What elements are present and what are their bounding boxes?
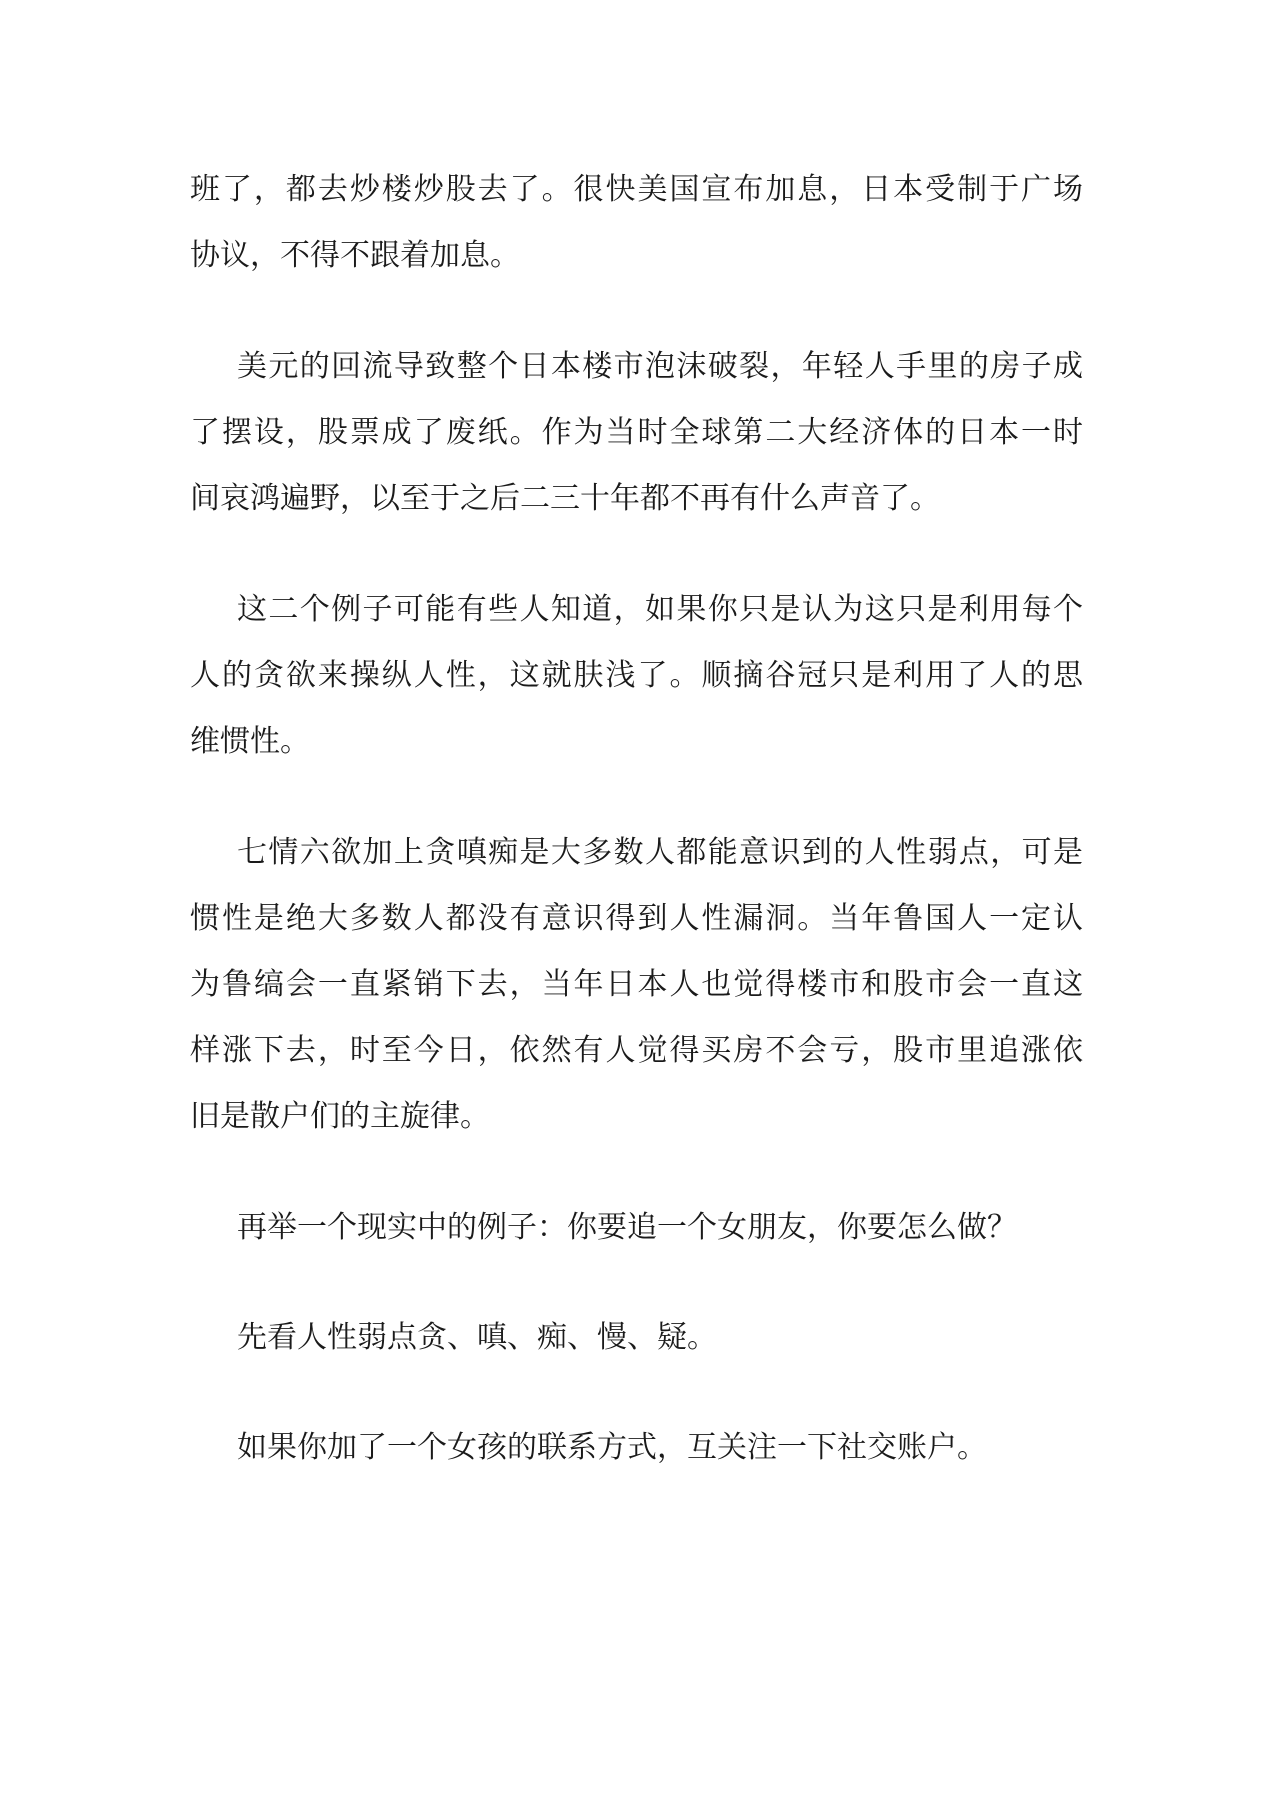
paragraph-6-line-1: 先看人性弱点贪、嗔、痴、慢、疑。 — [237, 1320, 717, 1355]
paragraph-4-line-4: 样涨下去，时至今日，依然有人觉得买房不会亏，股市里追涨依 — [190, 1033, 1083, 1068]
paragraph-3-line-1: 这二个例子可能有些人知道，如果你只是认为这只是利用每个 — [237, 592, 1083, 627]
paragraph-4-line-1: 七情六欲加上贪嗔痴是大多数人都能意识到的人性弱点，可是 — [237, 835, 1083, 870]
paragraph-2-line-2: 了摆设，股票成了废纸。作为当时全球第二大经济体的日本一时 — [190, 415, 1083, 450]
paragraph-1-line-2: 协议，不得不跟着加息。 — [190, 238, 520, 273]
paragraph-4-line-3: 为鲁缟会一直紧销下去，当年日本人也觉得楼市和股市会一直这 — [190, 967, 1083, 1002]
paragraph-5-line-1: 再举一个现实中的例子：你要追一个女朋友，你要怎么做？ — [237, 1210, 1017, 1245]
paragraph-3-line-3: 维惯性。 — [190, 724, 310, 759]
paragraph-7-line-1: 如果你加了一个女孩的联系方式，互关注一下社交账户。 — [237, 1430, 987, 1465]
paragraph-2-line-1: 美元的回流导致整个日本楼市泡沫破裂，年轻人手里的房子成 — [237, 349, 1083, 384]
paragraph-1-line-1: 班了，都去炒楼炒股去了。很快美国宣布加息，日本受制于广场 — [190, 172, 1083, 207]
paragraph-3-line-2: 人的贪欲来操纵人性，这就肤浅了。顺摘谷冠只是利用了人的思 — [190, 658, 1083, 693]
paragraph-2-line-3: 间哀鸿遍野，以至于之后二三十年都不再有什么声音了。 — [190, 481, 940, 516]
paragraph-4-line-5: 旧是散户们的主旋律。 — [190, 1099, 490, 1134]
paragraph-4-line-2: 惯性是绝大多数人都没有意识得到人性漏洞。当年鲁国人一定认 — [190, 901, 1083, 936]
